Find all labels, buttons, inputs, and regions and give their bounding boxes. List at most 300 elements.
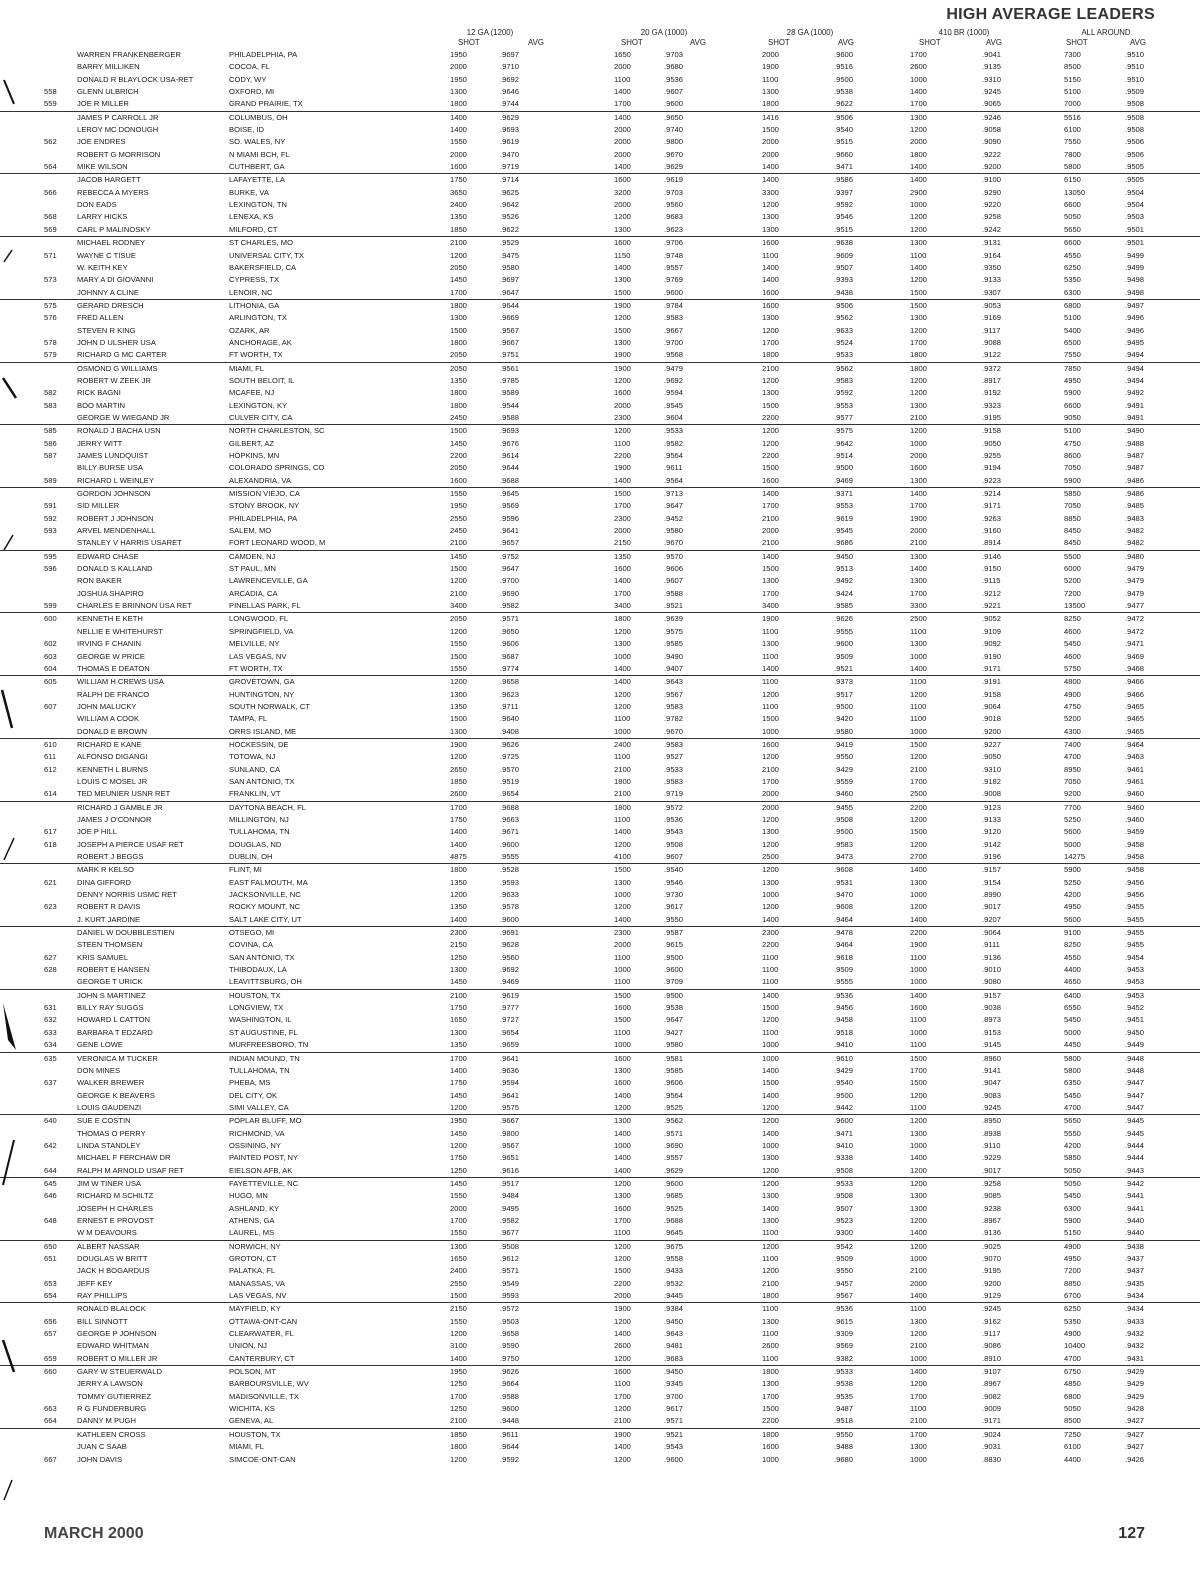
avg-410br: .8990 xyxy=(982,890,1002,900)
avg-410br: .9245 xyxy=(982,1102,1002,1112)
shot-28ga: 1200 xyxy=(762,1165,779,1175)
shot-12ga: 1450 xyxy=(450,977,467,987)
rank: 605 xyxy=(44,677,57,687)
shot-all-around: 13050 xyxy=(1064,187,1086,197)
shooter-name: LINDA STANDLEY xyxy=(77,1140,141,1150)
shooter-name: NELLIE E WHITEHURST xyxy=(77,626,164,636)
hometown: EAST FALMOUTH, MA xyxy=(229,877,308,887)
avg-all-around: .9465 xyxy=(1125,714,1145,724)
shot-28ga: 1600 xyxy=(762,238,779,248)
avg-12ga: .9626 xyxy=(500,1367,520,1377)
shot-20ga: 2100 xyxy=(614,789,631,799)
hometown: LEXINGTON, TN xyxy=(229,200,287,210)
shot-all-around: 6150 xyxy=(1064,175,1081,185)
avg-28ga: .9397 xyxy=(834,187,854,197)
avg-20ga: .9680 xyxy=(664,62,684,72)
shot-28ga: 1600 xyxy=(762,300,779,310)
avg-12ga: .9644 xyxy=(500,300,520,310)
hometown: CUTHBERT, GA xyxy=(229,162,285,172)
avg-20ga: .9407 xyxy=(664,663,684,673)
avg-410br: .9171 xyxy=(982,501,1002,511)
avg-410br: .9052 xyxy=(982,614,1002,624)
table-row xyxy=(0,764,1200,776)
avg-12ga: .9642 xyxy=(500,200,520,210)
shot-28ga: 2000 xyxy=(762,789,779,799)
shot-all-around: 5850 xyxy=(1064,489,1081,499)
shot-410br: 1200 xyxy=(910,388,927,398)
shot-28ga: 1300 xyxy=(762,827,779,837)
shot-20ga: 2000 xyxy=(614,62,631,72)
avg-all-around: .9442 xyxy=(1125,1178,1145,1188)
avg-all-around: .9499 xyxy=(1125,250,1145,260)
shooter-name: JAMES LUNDQUIST xyxy=(77,451,149,460)
shot-12ga: 1200 xyxy=(450,1102,467,1112)
shot-all-around: 6800 xyxy=(1064,300,1081,310)
shot-410br: 1400 xyxy=(910,865,927,875)
shooter-name: JIM W TINER USA xyxy=(77,1178,141,1188)
table-row xyxy=(0,1391,1200,1403)
table-row xyxy=(0,990,1200,1002)
avg-12ga: .9503 xyxy=(500,1316,520,1326)
avg-12ga: .9676 xyxy=(500,438,520,448)
shot-12ga: 1450 xyxy=(450,438,467,448)
table-row xyxy=(0,1303,1200,1315)
shot-410br: 1200 xyxy=(910,1241,927,1251)
table-row xyxy=(0,914,1200,926)
table-row xyxy=(0,513,1200,525)
avg-20ga: .9607 xyxy=(664,87,684,97)
avg-20ga: .9550 xyxy=(664,914,684,924)
rank: 568 xyxy=(44,212,57,222)
shot-28ga: 1900 xyxy=(762,614,779,624)
avg-12ga: .9475 xyxy=(500,250,520,260)
shot-12ga: 1400 xyxy=(450,112,467,122)
shooter-name: KRIS SAMUEL xyxy=(77,952,129,962)
shot-410br: 2500 xyxy=(910,614,927,624)
table-row xyxy=(0,337,1200,349)
shot-20ga: 1400 xyxy=(614,677,631,687)
shot-20ga: 1200 xyxy=(614,313,631,323)
shot-410br: 1000 xyxy=(910,651,927,661)
shot-20ga: 1300 xyxy=(614,1191,631,1201)
shot-20ga: 1200 xyxy=(614,1353,631,1363)
avg-28ga: .9622 xyxy=(834,99,854,109)
avg-28ga: .9500 xyxy=(834,827,854,837)
rank: 593 xyxy=(44,526,57,536)
shot-410br: 1400 xyxy=(910,1228,927,1238)
shot-20ga: 3400 xyxy=(614,601,631,611)
avg-410br: .9200 xyxy=(982,1278,1002,1288)
avg-28ga: .9638 xyxy=(834,238,854,248)
table-row xyxy=(0,1316,1200,1328)
shot-all-around: 5100 xyxy=(1064,313,1081,323)
shot-all-around: 4550 xyxy=(1064,250,1081,260)
shot-all-around: 5100 xyxy=(1064,426,1081,436)
table-row xyxy=(0,1253,1200,1265)
shot-all-around: 6100 xyxy=(1064,125,1081,135)
avg-28ga: .9382 xyxy=(834,1353,854,1363)
shot-20ga: 1200 xyxy=(614,426,631,436)
shot-12ga: 1450 xyxy=(450,275,467,285)
shot-28ga: 2200 xyxy=(762,1416,779,1426)
shot-12ga: 1800 xyxy=(450,1442,467,1452)
table-row xyxy=(0,124,1200,136)
avg-410br: .8910 xyxy=(982,1353,1002,1363)
shot-12ga: 1850 xyxy=(450,776,467,786)
shot-all-around: 5100 xyxy=(1064,87,1081,97)
shot-28ga: 1400 xyxy=(762,990,779,1000)
shot-20ga: 1600 xyxy=(614,1053,631,1063)
shooter-name: JACOB HARGETT xyxy=(77,175,141,185)
avg-28ga: .9569 xyxy=(834,1341,854,1351)
shot-28ga: 1300 xyxy=(762,212,779,222)
avg-20ga: .9580 xyxy=(664,1040,684,1050)
shot-all-around: 5050 xyxy=(1064,1178,1081,1188)
shot-20ga: 1100 xyxy=(614,952,631,962)
avg-all-around: .9501 xyxy=(1125,224,1145,234)
avg-410br: .9100 xyxy=(982,175,1002,185)
hometown: PHILADELPHIA, PA xyxy=(229,50,298,59)
shot-all-around: 6250 xyxy=(1064,262,1081,272)
hometown: PINELLAS PARK, FL xyxy=(229,601,301,611)
rank: 642 xyxy=(44,1140,57,1150)
shot-20ga: 1100 xyxy=(614,977,631,987)
rank: 611 xyxy=(44,752,57,762)
rank: 650 xyxy=(44,1241,57,1251)
shot-28ga: 1200 xyxy=(762,438,779,448)
table-row xyxy=(0,1152,1200,1164)
hometown: ALEXANDRIA, VA xyxy=(229,475,291,485)
avg-28ga: .9592 xyxy=(834,200,854,210)
shot-12ga: 1800 xyxy=(450,300,467,310)
avg-all-around: .9508 xyxy=(1125,112,1145,122)
avg-28ga: .9536 xyxy=(834,990,854,1000)
avg-410br: .9191 xyxy=(982,677,1002,687)
hometown: LAS VEGAS, NV xyxy=(229,1291,287,1301)
hometown: JACKSONVILLE, NC xyxy=(229,890,301,900)
avg-20ga: .9700 xyxy=(664,337,684,347)
shot-all-around: 6600 xyxy=(1064,238,1081,248)
shot-12ga: 1550 xyxy=(450,489,467,499)
shot-28ga: 2000 xyxy=(762,50,779,59)
avg-all-around: .9455 xyxy=(1125,940,1145,950)
shot-28ga: 1100 xyxy=(762,977,779,987)
shot-all-around: 6600 xyxy=(1064,200,1081,210)
avg-28ga: .9508 xyxy=(834,1191,854,1201)
avg-all-around: .9480 xyxy=(1125,551,1145,561)
avg-12ga: .9526 xyxy=(500,212,520,222)
shot-410br: 1700 xyxy=(910,337,927,347)
avg-410br: .8917 xyxy=(982,375,1002,385)
avg-20ga: .9623 xyxy=(664,224,684,234)
shot-28ga: 1416 xyxy=(762,112,779,122)
avg-20ga: .9629 xyxy=(664,162,684,172)
avg-12ga: .9517 xyxy=(500,1178,520,1188)
avg-20ga: .9452 xyxy=(664,513,684,523)
shot-12ga: 1550 xyxy=(450,1228,467,1238)
table-row xyxy=(0,1265,1200,1277)
avg-410br: .8960 xyxy=(982,1053,1002,1063)
shot-12ga: 1350 xyxy=(450,375,467,385)
avg-12ga: .9640 xyxy=(500,714,520,724)
avg-20ga: .9546 xyxy=(664,877,684,887)
shot-12ga: 1800 xyxy=(450,99,467,109)
shot-20ga: 1400 xyxy=(614,475,631,485)
hometown: ST PAUL, MN xyxy=(229,564,276,574)
shot-20ga: 1900 xyxy=(614,463,631,473)
hometown: PALATKA, FL xyxy=(229,1266,276,1276)
avg-20ga: .9557 xyxy=(664,262,684,272)
shot-20ga: 1900 xyxy=(614,350,631,360)
shooter-name: STANLEY V HARRIS USARET xyxy=(77,538,182,548)
avg-410br: .9310 xyxy=(982,764,1002,774)
avg-410br: .9083 xyxy=(982,1090,1002,1100)
table-row xyxy=(0,187,1200,199)
avg-28ga: .9473 xyxy=(834,852,854,861)
shooter-name: JOHNNY A CLINE xyxy=(77,287,139,297)
rank: 599 xyxy=(44,601,57,611)
shot-12ga: 2050 xyxy=(450,350,467,360)
avg-410br: .9129 xyxy=(982,1291,1002,1301)
table-row xyxy=(0,864,1200,876)
avg-12ga: .9606 xyxy=(500,639,520,649)
shot-28ga: 1100 xyxy=(762,1027,779,1037)
avg-410br: .9164 xyxy=(982,250,1002,260)
shot-12ga: 1750 xyxy=(450,1078,467,1088)
avg-20ga: .9617 xyxy=(664,902,684,912)
shooter-name: ALBERT NASSAR xyxy=(77,1241,140,1251)
shot-20ga: 2400 xyxy=(614,739,631,749)
avg-20ga: .9748 xyxy=(664,250,684,260)
shot-20ga: 1200 xyxy=(614,701,631,711)
shooter-name: GEORGE W PRICE xyxy=(77,651,145,661)
hometown: HUGO, MN xyxy=(229,1191,268,1201)
hometown: CODY, WY xyxy=(229,74,267,84)
avg-28ga: .9509 xyxy=(834,651,854,661)
hometown: SIMCOE-ONT-CAN xyxy=(229,1454,296,1464)
shot-28ga: 1200 xyxy=(762,814,779,824)
shooter-name: HOWARD L CATTON xyxy=(77,1015,150,1025)
shooter-name: LOUIS C MOSEL JR xyxy=(77,776,148,786)
avg-410br: .9086 xyxy=(982,1341,1002,1351)
avg-410br: .9323 xyxy=(982,400,1002,410)
shot-410br: 1000 xyxy=(910,1454,927,1464)
hometown: BARBOURSVILLE, WV xyxy=(229,1379,309,1389)
rank-group xyxy=(0,989,1200,1052)
shot-12ga: 1500 xyxy=(450,1291,467,1301)
avg-410br: .9053 xyxy=(982,300,1002,310)
rank: 664 xyxy=(44,1416,57,1426)
rank: 576 xyxy=(44,313,57,323)
shot-20ga: 2000 xyxy=(614,137,631,147)
shot-410br: 1700 xyxy=(910,50,927,59)
avg-20ga: .9567 xyxy=(664,689,684,699)
avg-12ga: .9800 xyxy=(500,1128,520,1138)
rank: 618 xyxy=(44,839,57,849)
shot-410br: 1200 xyxy=(910,1329,927,1339)
shot-12ga: 2550 xyxy=(450,513,467,523)
shot-all-around: 5350 xyxy=(1064,1316,1081,1326)
hometown: LAWRENCEVILLE, GA xyxy=(229,576,308,586)
table-row xyxy=(0,839,1200,851)
shot-12ga: 4875 xyxy=(450,852,467,861)
table-row xyxy=(0,1102,1200,1114)
table-row xyxy=(0,1128,1200,1140)
rank: 591 xyxy=(44,501,57,511)
shot-all-around: 6750 xyxy=(1064,1367,1081,1377)
avg-all-around: .9448 xyxy=(1125,1065,1145,1075)
avg-28ga: .9553 xyxy=(834,501,854,511)
shot-20ga: 1600 xyxy=(614,1367,631,1377)
shot-28ga: 2000 xyxy=(762,802,779,812)
shot-all-around: 14275 xyxy=(1064,852,1086,861)
shooter-name: TED MEUNIER USNR RET xyxy=(77,789,171,799)
shot-28ga: 3400 xyxy=(762,601,779,611)
avg-28ga: .9592 xyxy=(834,388,854,398)
shot-28ga: 1500 xyxy=(762,564,779,574)
table-row xyxy=(0,776,1200,788)
shot-20ga: 1000 xyxy=(614,965,631,975)
shot-12ga: 2150 xyxy=(450,940,467,950)
shot-20ga: 2000 xyxy=(614,200,631,210)
avg-410br: .9135 xyxy=(982,62,1002,72)
rank: 587 xyxy=(44,451,57,460)
avg-410br: .9115 xyxy=(982,576,1001,586)
rank: 659 xyxy=(44,1353,57,1363)
avg-all-around: .9465 xyxy=(1125,726,1145,736)
avg-20ga: .9587 xyxy=(664,928,684,938)
shooter-name: DINA GIFFORD xyxy=(77,877,132,887)
shot-410br: 1400 xyxy=(910,1153,927,1163)
shot-all-around: 4200 xyxy=(1064,890,1081,900)
table-row xyxy=(0,1014,1200,1026)
avg-410br: .9227 xyxy=(982,739,1002,749)
shot-28ga: 1300 xyxy=(762,1379,779,1389)
hometown: LAS VEGAS, NV xyxy=(229,651,287,661)
rank-group xyxy=(0,1052,1200,1115)
shot-28ga: 1300 xyxy=(762,1153,779,1163)
avg-all-around: .9491 xyxy=(1125,400,1145,410)
shot-410br: 1300 xyxy=(910,639,927,649)
avg-12ga: .9700 xyxy=(500,576,520,586)
hometown: UNIVERSAL CITY, TX xyxy=(229,250,304,260)
avg-410br: .9088 xyxy=(982,337,1002,347)
avg-20ga: .9730 xyxy=(664,890,684,900)
avg-20ga: .9670 xyxy=(664,538,684,548)
hometown: COLORADO SPRINGS, CO xyxy=(229,463,325,473)
avg-12ga: .9693 xyxy=(500,125,520,135)
header-avg: AVG xyxy=(528,38,544,47)
table-row xyxy=(0,1039,1200,1051)
avg-28ga: .9660 xyxy=(834,149,854,159)
avg-20ga: .9683 xyxy=(664,212,684,222)
shooter-name: BILL SINNOTT xyxy=(77,1316,128,1326)
avg-410br: .9195 xyxy=(982,1266,1002,1276)
avg-410br: .9258 xyxy=(982,212,1002,222)
table-row xyxy=(0,161,1200,173)
shot-28ga: 1200 xyxy=(762,200,779,210)
shooter-name: MICHAEL RODNEY xyxy=(77,238,146,248)
rank-group xyxy=(0,49,1200,111)
shot-20ga: 2200 xyxy=(614,1278,631,1288)
shot-410br: 1500 xyxy=(910,1078,927,1088)
shot-all-around: 5050 xyxy=(1064,212,1081,222)
table-row xyxy=(0,877,1200,889)
table-row xyxy=(0,713,1200,725)
avg-28ga: .9619 xyxy=(834,513,854,523)
shooter-name: W M DEAVOURS xyxy=(77,1228,137,1238)
rank-group xyxy=(0,1428,1200,1466)
shot-all-around: 5900 xyxy=(1064,865,1081,875)
table-row xyxy=(0,1053,1200,1065)
rank: 644 xyxy=(44,1165,57,1175)
avg-all-around: .9498 xyxy=(1125,287,1145,297)
avg-12ga: .9710 xyxy=(500,62,520,72)
shooter-name: BILLY RAY SUGGS xyxy=(77,1003,144,1013)
avg-410br: .9041 xyxy=(982,50,1002,59)
shot-all-around: 5000 xyxy=(1064,1027,1081,1037)
shooter-name: OSMOND G WILLIAMS xyxy=(77,363,158,373)
avg-20ga: .9575 xyxy=(664,626,684,636)
shot-28ga: 1500 xyxy=(762,1003,779,1013)
shot-410br: 1300 xyxy=(910,475,927,485)
shot-20ga: 1800 xyxy=(614,776,631,786)
avg-all-around: .9429 xyxy=(1125,1367,1145,1377)
rank: 562 xyxy=(44,137,57,147)
shot-28ga: 2000 xyxy=(762,526,779,536)
shot-20ga: 1000 xyxy=(614,726,631,736)
shot-28ga: 1100 xyxy=(762,626,779,636)
rank: 592 xyxy=(44,513,57,523)
avg-20ga: .9782 xyxy=(664,714,684,724)
shooter-name: GEORGE T URICK xyxy=(77,977,143,987)
avg-all-around: .9437 xyxy=(1125,1266,1145,1276)
shooter-name: WILLIAM H CREWS USA xyxy=(77,677,164,687)
avg-410br: .9117 xyxy=(982,325,1001,335)
table-row xyxy=(0,901,1200,913)
shooter-name: ROBERT R DAVIS xyxy=(77,902,141,912)
table-row xyxy=(0,1403,1200,1415)
avg-12ga: .9658 xyxy=(500,1329,520,1339)
shot-all-around: 6400 xyxy=(1064,990,1081,1000)
avg-20ga: .9619 xyxy=(664,175,684,185)
shot-20ga: 1000 xyxy=(614,651,631,661)
avg-28ga: .9458 xyxy=(834,1015,854,1025)
shot-410br: 1900 xyxy=(910,940,927,950)
avg-12ga: .9571 xyxy=(500,614,520,624)
avg-28ga: .9508 xyxy=(834,814,854,824)
avg-20ga: .9500 xyxy=(664,990,684,1000)
avg-all-around: .9458 xyxy=(1125,852,1145,861)
shot-410br: 1100 xyxy=(910,1015,927,1025)
rank: 569 xyxy=(44,224,57,234)
shot-12ga: 1700 xyxy=(450,287,467,297)
shot-all-around: 5000 xyxy=(1064,839,1081,849)
avg-20ga: .9600 xyxy=(664,99,684,109)
avg-410br: .9229 xyxy=(982,1153,1002,1163)
avg-20ga: .9784 xyxy=(664,300,684,310)
rank-group xyxy=(0,675,1200,738)
shooter-name: GEORGE P JOHNSON xyxy=(77,1329,157,1339)
shot-410br: 2900 xyxy=(910,187,927,197)
shot-410br: 1200 xyxy=(910,426,927,436)
shot-28ga: 3300 xyxy=(762,187,779,197)
shot-20ga: 1200 xyxy=(614,689,631,699)
shot-all-around: 7700 xyxy=(1064,802,1081,812)
avg-28ga: .9680 xyxy=(834,1454,854,1464)
avg-28ga: .9513 xyxy=(834,564,854,574)
shot-20ga: 1500 xyxy=(614,990,631,1000)
